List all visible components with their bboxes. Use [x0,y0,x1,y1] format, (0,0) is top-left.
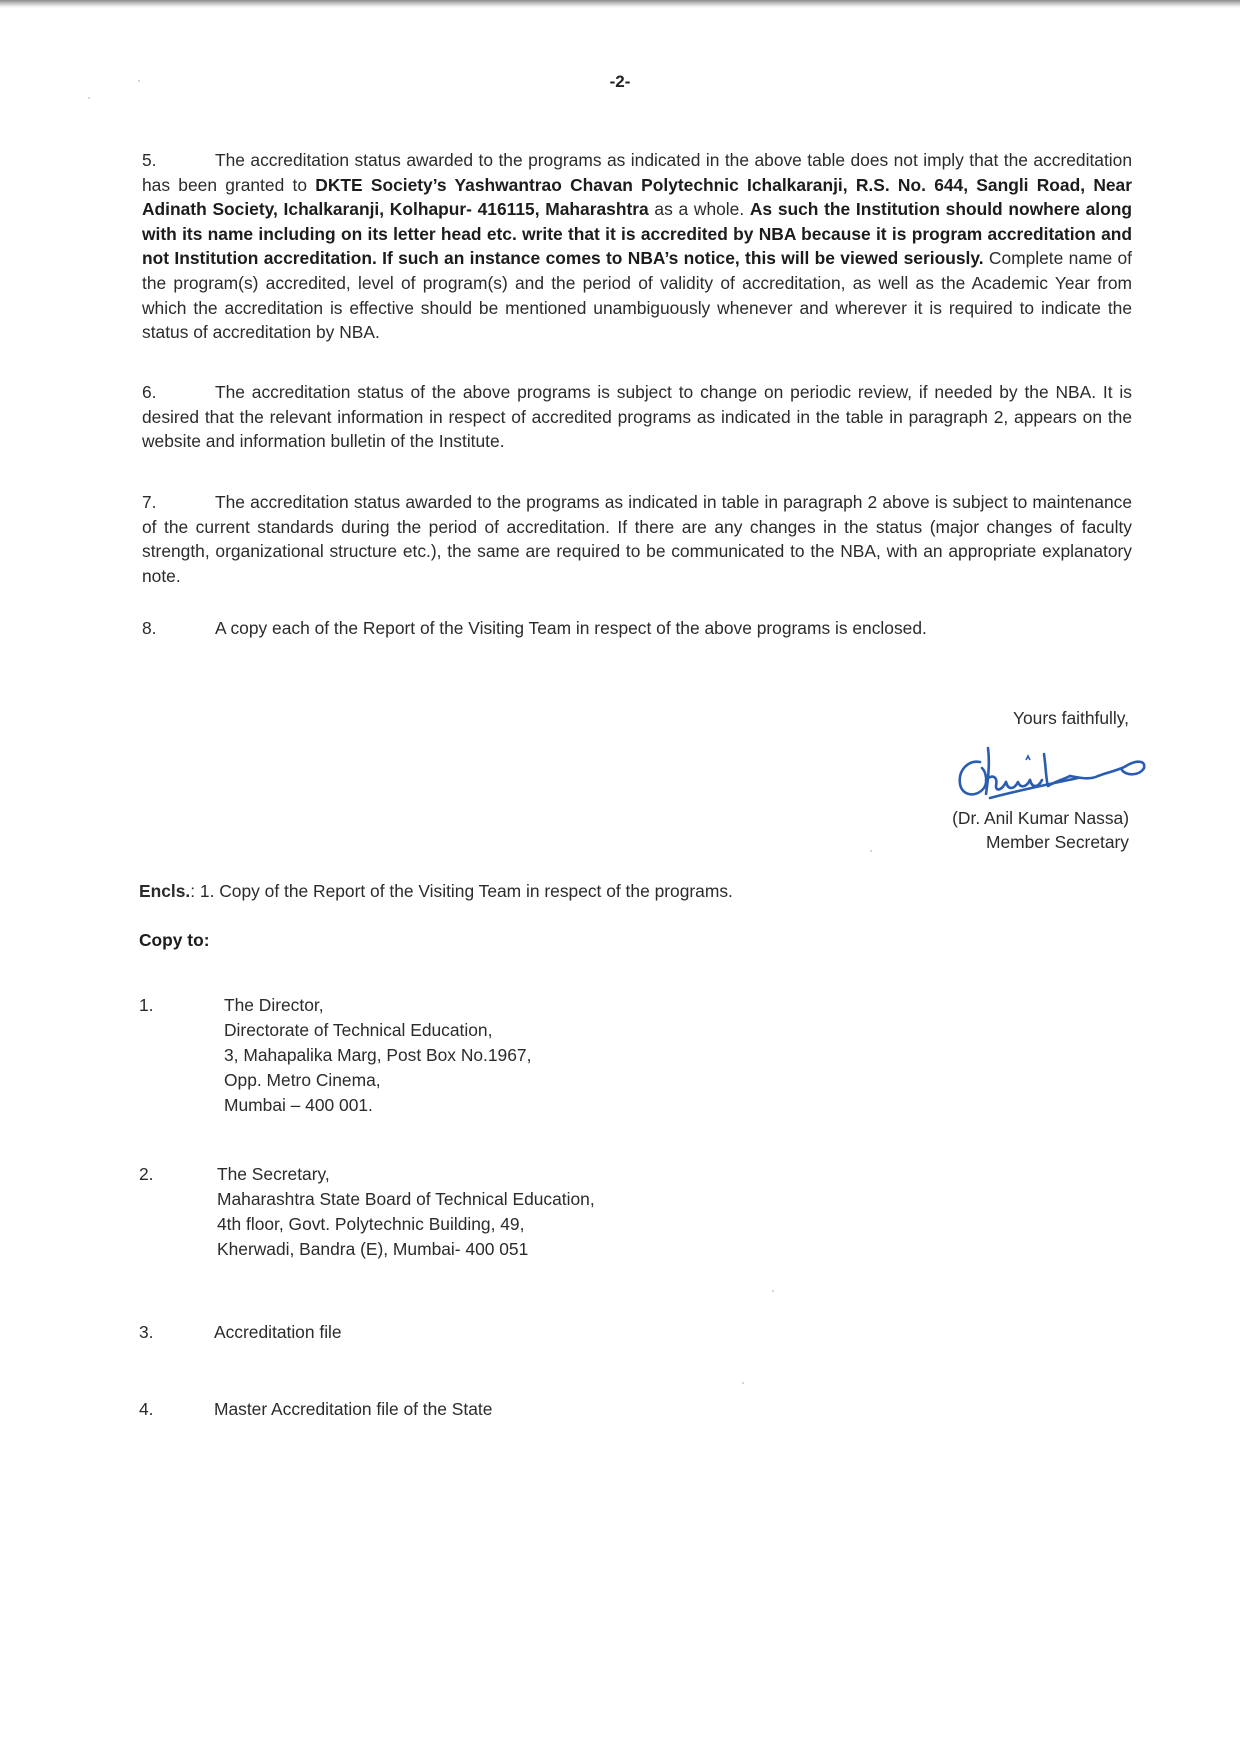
paragraph-text: A copy each of the Report of the Visiting Team in respect of the above programs is enclosed. [215,618,927,638]
recipient-line: Maharashtra State Board of Technical Education, [217,1189,595,1209]
recipient-number: 4. [139,1399,154,1419]
recipient-number: 1. [139,995,154,1015]
signatory-name: (Dr. Anil Kumar Nassa) [952,808,1129,828]
recipient-line: The Director, [224,995,324,1015]
paragraph-number: 8. [142,618,157,638]
scan-speck [772,1290,774,1292]
scan-speck [742,1382,744,1384]
paragraph-text: The accreditation status awarded to the programs as indicated in the above table does not imply that the accreditation has been granted to [142,150,1132,195]
copy-to-heading: Copy to: [139,930,210,950]
signature-icon [950,740,1170,810]
page-number: -2- [609,72,631,91]
paragraph-number: 6. [142,382,157,402]
scan-speck [88,97,90,99]
paragraph-text: The accreditation status awarded to the programs as indicated in table in paragraph 2 above is subject to maintenance of the current standards during the period of accreditation. If there are any changes in the status (major changes of faculty strength, organizational structure etc.), the same are required to be communicated to the NBA, with an appropriate explanatory note. [142,492,1132,586]
enclosures-label: Encls. [139,881,191,901]
warning-text: As such the Institution should nowhere along with its name including on its letter head etc. write that it is accredited by NBA because it is program accreditation and not Institution accreditation. If such an instance comes to NBA’s notice, this will be viewed seriously. [142,199,1132,269]
recipient-line: Opp. Metro Cinema, [224,1070,381,1090]
signatory-designation: Member Secretary [985,832,1129,852]
paragraph-8 [142,616,1132,641]
recipient-number: 3. [139,1322,154,1342]
enclosures-text: : 1. Copy of the Report of the Visiting Team in respect of the programs. [190,881,733,901]
recipient-line: Kherwadi, Bandra (E), Mumbai- 400 051 [217,1239,529,1259]
recipient-line: The Secretary, [217,1164,330,1184]
paragraph-7 [142,490,1132,588]
recipient-line: 4th floor, Govt. Polytechnic Building, 49, [217,1214,525,1234]
institution-name: DKTE Society’s Yashwantrao Chavan Polytechnic Ichalkaranji, R.S. No. 644, Sangli Road, Near Adinath Society, Ichalkaranji, Kolhapur- 416115, Maharashtra [142,174,1132,220]
scan-top-edge [0,0,1240,8]
paragraph-number: 5. [142,150,157,170]
paragraph-5 [142,148,1132,345]
scan-speck [870,850,872,852]
scan-speck [138,80,140,82]
recipient-line: Accreditation file [214,1322,342,1342]
recipient-line: 3, Mahapalika Marg, Post Box No.1967, [224,1045,532,1065]
enclosures [139,881,733,902]
recipient-number: 2. [139,1164,154,1184]
signatory-block [952,806,1129,854]
recipient-line: Master Accreditation file of the State [214,1399,493,1419]
paragraph-text: Complete name of the program(s) accredited, level of program(s) and the period of validity of accreditation, as well as the Academic Year from which the accreditation is effective should be mentioned unambiguously whenever and wherever it is required to indicate the status of accreditation by NBA. [142,248,1132,343]
closing-salutation: Yours faithfully, [1012,708,1129,728]
paragraph-text: The accreditation status of the above programs is subject to change on periodic review, if needed by the NBA. It is desired that the relevant information in respect of accredited programs as indicated in the table in paragraph 2, appears on the website and information bulletin of the Institute. [142,382,1132,452]
paragraph-text: as a whole. [648,199,750,220]
recipient-line: Directorate of Technical Education, [224,1020,493,1040]
paragraph-6 [142,380,1132,454]
paragraph-number: 7. [142,492,157,512]
recipient-line: Mumbai – 400 001. [224,1095,373,1115]
